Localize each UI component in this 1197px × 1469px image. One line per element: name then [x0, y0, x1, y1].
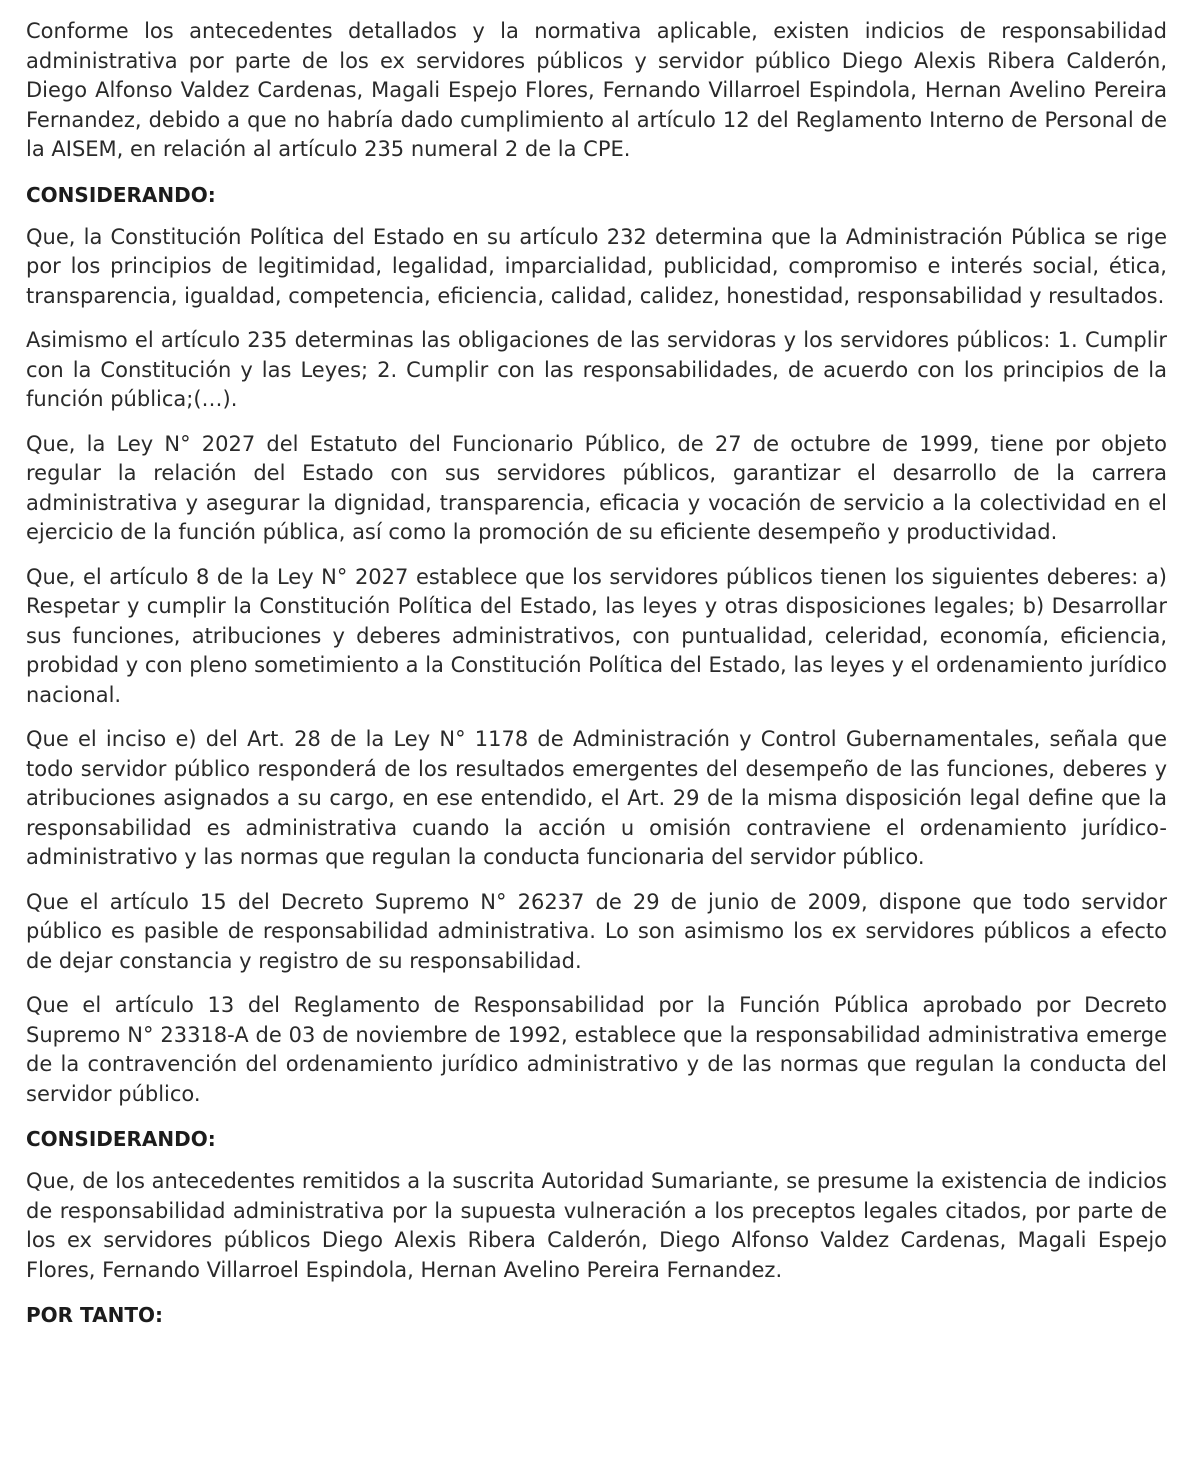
paragraph-articulo-232: Que, la Constitución Política del Estado en su artículo 232 determina que la Administración Pública se rige por los principios de legitimidad, legalidad, imparcialidad, publicidad, compromiso e interés social, ética, transparencia, igualdad, competencia, eficiencia, calidad, calidez, honestidad, responsabilidad y resultados.: [26, 224, 1167, 308]
heading-considerando-2: CONSIDERANDO:: [26, 1127, 216, 1151]
heading-considerando-1: CONSIDERANDO:: [26, 182, 216, 207]
heading-por-tanto: POR TANTO:: [26, 1303, 163, 1327]
paragraph-indicios: Que, de los antecedentes remitidos a la suscrita Autoridad Sumariante, se presume la existencia de indicios de responsabilidad administrativa por la supuesta vulneración a los preceptos legales citados, por parte de los ex servidores públicos Diego Alexis Ribera Calderón, Diego Alfonso Valdez Cardenas, Magali Espejo Flores, Fernando Villarroel Espindola, Hernan Avelino Pereira Fernandez.: [26, 1169, 1167, 1282]
paragraph-antecedentes: Conforme los antecedentes detallados y la normativa aplicable, existen indicios de responsabilidad administrativa por parte de los ex servidores públicos y servidor público Diego Alexis Ribera Calderón, Diego Alfonso Valdez Cardenas, Magali Espejo Flores, Fernando Villarroel Espindola, Hernan Avelino Pereira Fernandez, debido a que no habría dado cumplimiento al artículo 12 del Reglamento Interno de Personal de la AISEM, en relación al artículo 235 numeral 2 de la CPE.: [26, 19, 1167, 161]
paragraph-decreto-23318: Que el artículo 13 del Reglamento de Responsabilidad por la Función Pública aprobado por Decreto Supremo N° 23318-A de 03 de noviembre de 1992, establece que la responsabilidad administrativa emerge de la contravención del ordenamiento jurídico administrativo y de las normas que regulan la conducta del servidor público.: [26, 993, 1167, 1106]
paragraph-articulo-235: Asimismo el artículo 235 determinas las obligaciones de las servidoras y los servidores públicos: 1. Cumplir con la Constitución y las Leyes; 2. Cumplir con las responsabilidades, de acuerdo con los principios de la función pública;(…).: [26, 328, 1167, 411]
paragraph-ley-2027: Que, la Ley N° 2027 del Estatuto del Funcionario Público, de 27 de octubre de 1999, tiene por objeto regular la relación del Estado con sus servidores públicos, garantizar el desarrollo de la carrera administrativa y asegurar la dignidad, transparencia, eficacia y vocación de servicio a la colectividad en el ejercicio de la función pública, así como la promoción de su eficiente desempeño y productividad.: [26, 431, 1167, 544]
paragraph-ley-1178: Que el inciso e) del Art. 28 de la Ley N° 1178 de Administración y Control Gubernamentales, señala que todo servidor público responderá de los resultados emergentes del desempeño de las funciones, deberes y atribuciones asignados a su cargo, en ese entendido, el Art. 29 de la misma disposición legal define que la responsabilidad es administrativa cuando la acción u omisión contraviene el ordenamiento jurídico-administrativo y las normas que regulan la conducta funcionaria del servidor público.: [26, 727, 1167, 869]
paragraph-decreto-26237: Que el artículo 15 del Decreto Supremo N° 26237 de 29 de junio de 2009, dispone que todo servidor público es pasible de responsabilidad administrativa. Lo son asimismo los ex servidores públicos a efecto de dejar constancia y registro de su responsabilidad.: [26, 889, 1167, 973]
paragraph-articulo-8: Que, el artículo 8 de la Ley N° 2027 establece que los servidores públicos tienen los siguientes deberes: a) Respetar y cumplir la Constitución Política del Estado, las leyes y otras disposiciones legales; b) Desarrollar sus funciones, atribuciones y deberes administrativos, con puntualidad, celeridad, economía, eficiencia, probidad y con pleno sometimiento a la Constitución Política del Estado, las leyes y el ordenamiento jurídico nacional.: [26, 564, 1167, 707]
